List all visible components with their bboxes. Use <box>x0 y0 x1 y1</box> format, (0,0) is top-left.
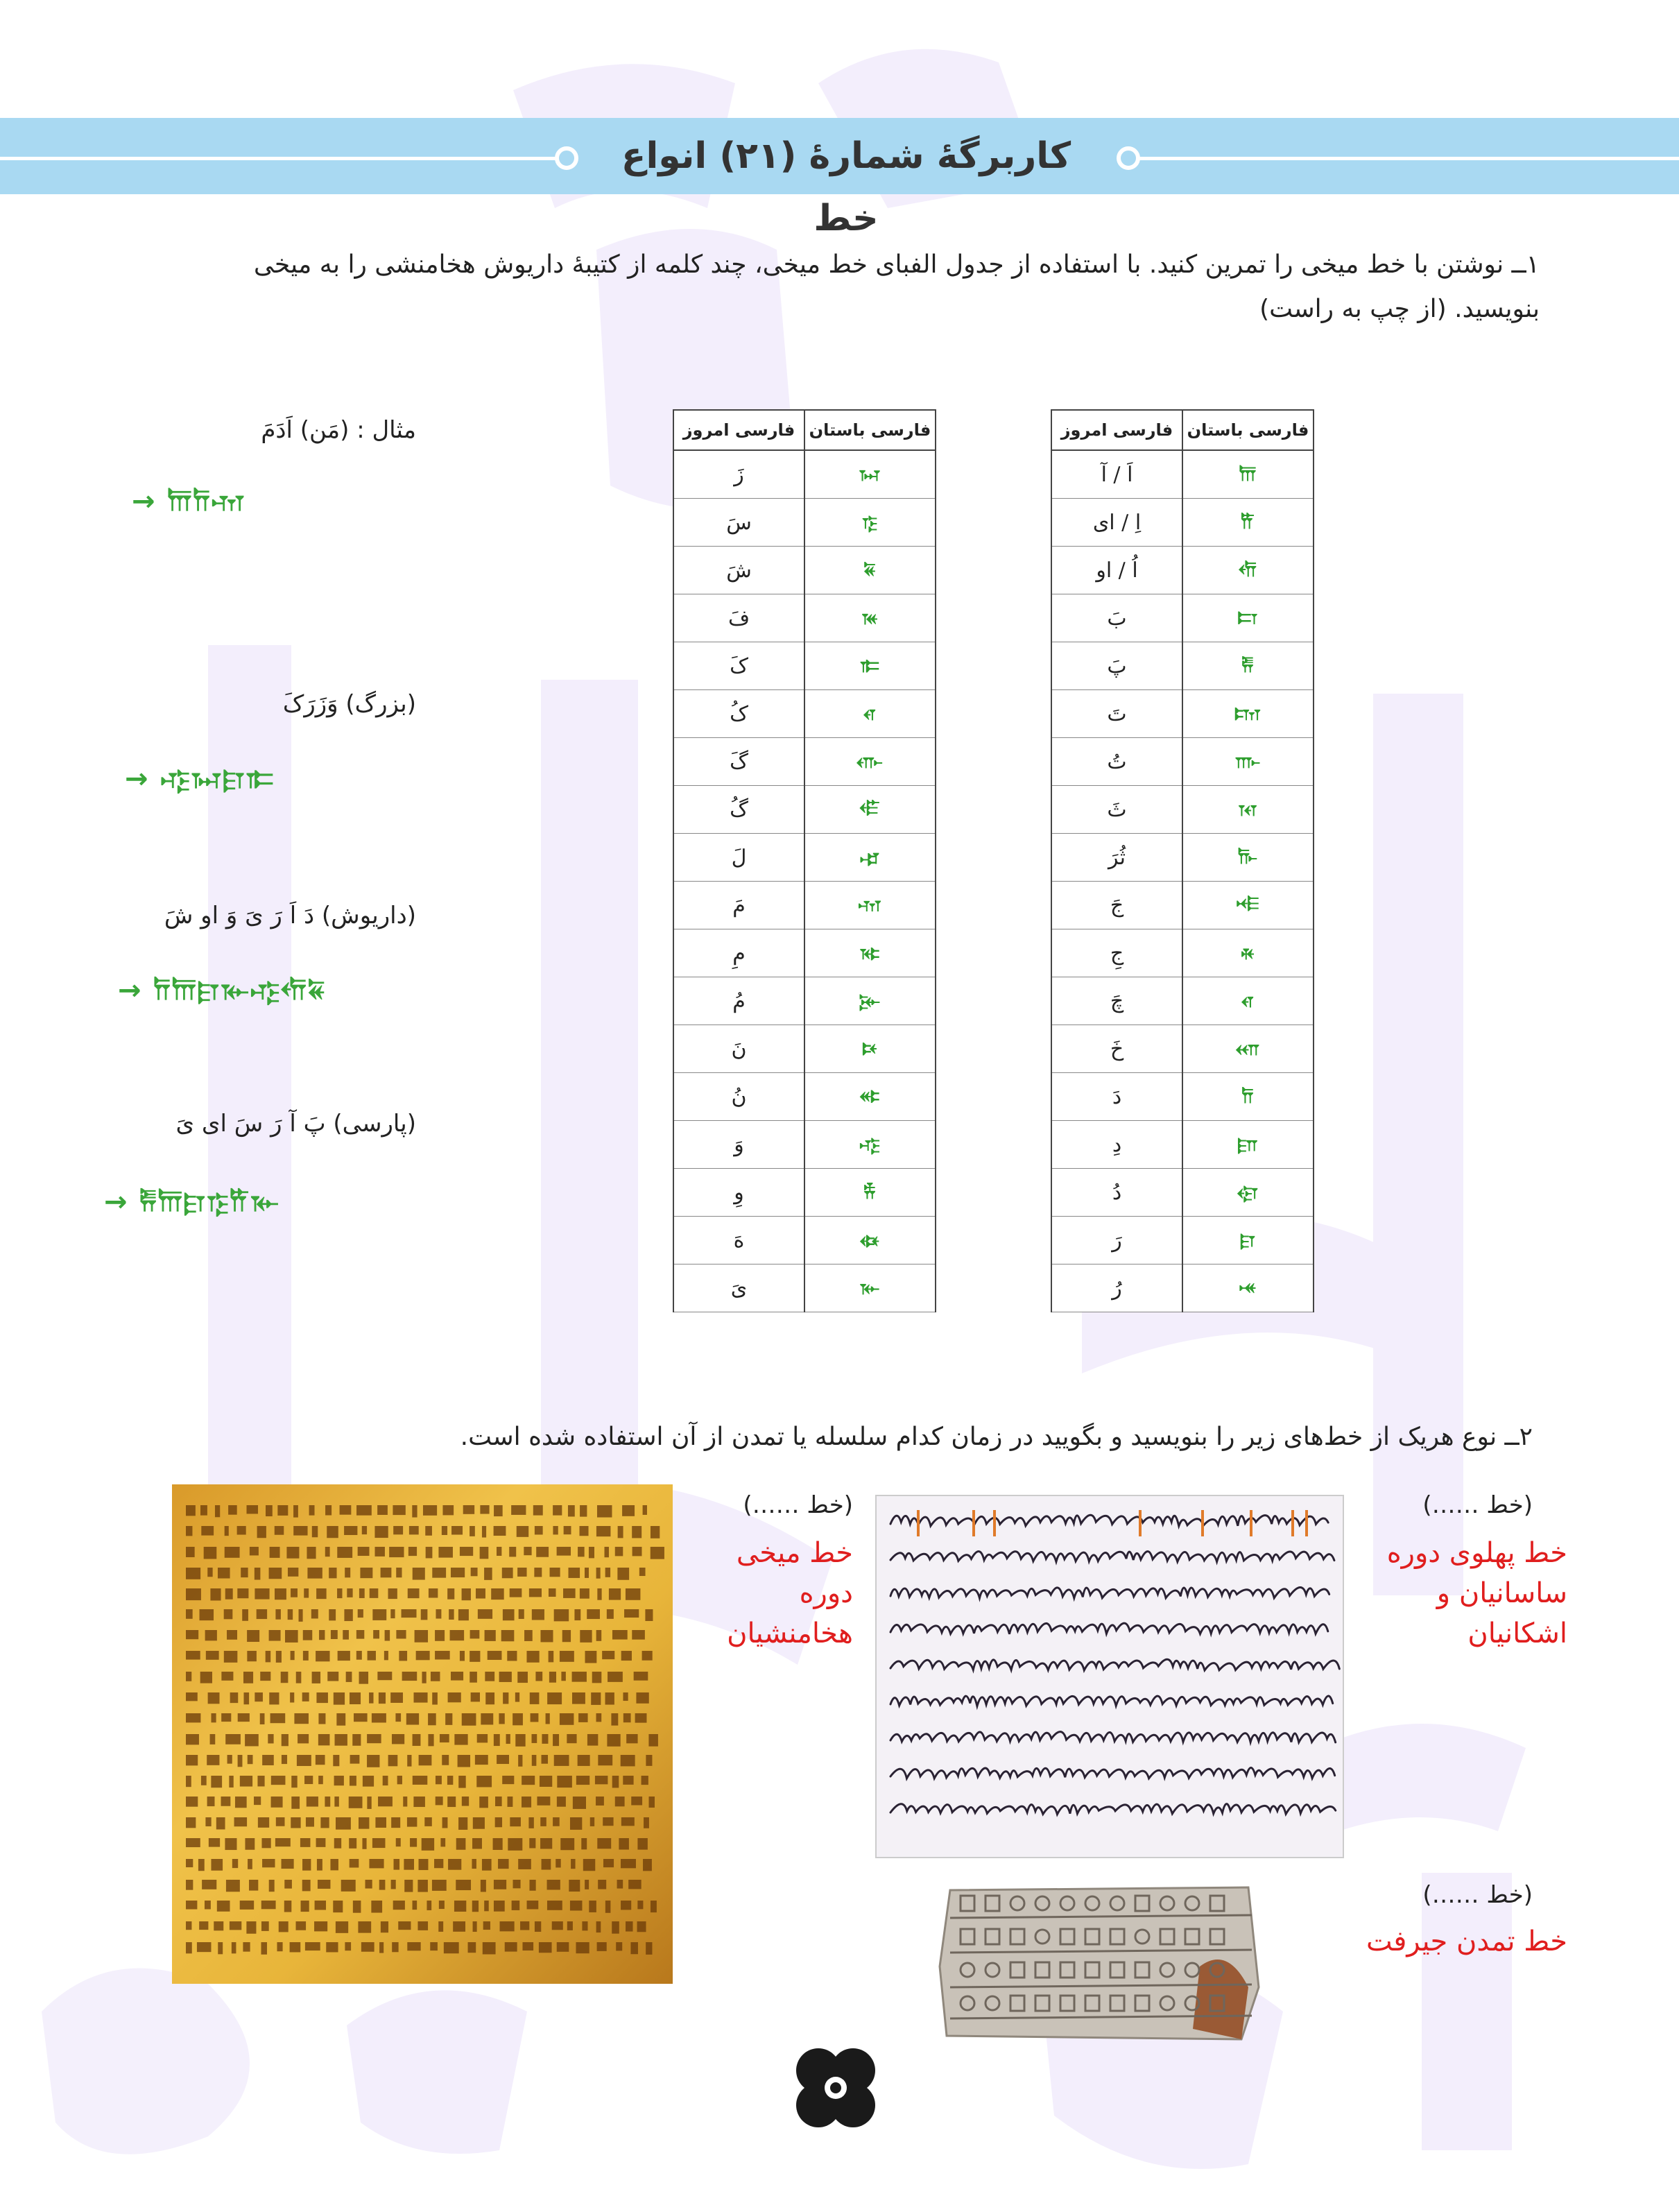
cuneiform-tablet-image <box>172 1484 673 1984</box>
modern-persian-letter: چَ <box>1051 977 1182 1025</box>
cuneiform-tablet-marks <box>172 1484 673 1984</box>
example-cuneiform-2: → 𐎺𐏀𐎼𐎣 <box>125 763 275 795</box>
alphabet-row <box>673 642 936 690</box>
modern-persian-letter: رَ <box>1051 1217 1182 1264</box>
question-1-line-1: ۱ــ نوشتن با خط میخی را تمرین کنید. با استفاده از جدول الفبای خط میخی، چند کلمه از کتیبهٔ داریوش هخامنشی را به میخی <box>253 250 1540 279</box>
modern-persian-letter: وَ <box>673 1121 804 1169</box>
answer-line: هخامنشیان <box>727 1618 853 1649</box>
example-cuneiform-1: → 𐎠𐎭𐎶 <box>132 486 246 517</box>
alphabet-row <box>1051 499 1314 547</box>
modern-persian-letter: جِ <box>1051 929 1182 977</box>
old-persian-glyph: 𐎦 <box>804 786 936 834</box>
old-persian-glyph: 𐎯 <box>1182 1169 1314 1217</box>
jiroft-tablet-drawing <box>936 1883 1262 2043</box>
modern-persian-letter: گُ <box>673 786 804 834</box>
example-label-1: مثال : (مَن) اَدَمَ <box>261 416 416 444</box>
modern-persian-letter: جَ <box>1051 882 1182 929</box>
alphabet-row <box>1051 1264 1314 1312</box>
alphabet-row <box>673 594 936 642</box>
modern-persian-letter: مِ <box>673 929 804 977</box>
alphabet-row <box>673 1025 936 1073</box>
header-modern-persian: فارسی امروز <box>1051 410 1182 450</box>
old-persian-glyph: 𐎣 <box>804 642 936 690</box>
modern-persian-letter: گَ <box>673 738 804 786</box>
alphabet-row <box>673 1169 936 1217</box>
alphabet-row <box>1051 1073 1314 1121</box>
question-1-text <box>139 243 1540 332</box>
old-persian-glyph: 𐎲 <box>1182 594 1314 642</box>
script-answer-1 <box>687 1533 853 1654</box>
example-label-4: (پارسی) پَ آ رَ سَ ای یَ <box>175 1110 416 1138</box>
old-persian-glyph: 𐎤 <box>804 690 936 738</box>
modern-persian-letter: شَ <box>673 547 804 594</box>
old-persian-glyph: 𐏁 <box>804 547 936 594</box>
old-persian-glyph: 𐎶 <box>804 882 936 929</box>
old-persian-glyph: 𐎱 <box>1182 642 1314 690</box>
modern-persian-letter: لَ <box>673 834 804 882</box>
alphabet-row <box>673 738 936 786</box>
alphabet-row <box>1051 738 1314 786</box>
old-persian-glyph: 𐎢 <box>1182 547 1314 594</box>
alphabet-table-left <box>673 409 936 1312</box>
alphabet-row <box>1051 450 1314 499</box>
alphabet-row <box>1051 1121 1314 1169</box>
modern-persian-letter: مَ <box>673 882 804 929</box>
alphabet-row <box>1051 1217 1314 1264</box>
pahlavi-script-marks <box>877 1496 1343 1857</box>
old-persian-glyph: 𐎠 <box>1182 450 1314 499</box>
old-persian-glyph: 𐎹 <box>804 1264 936 1312</box>
old-persian-glyph: 𐎼 <box>1182 1217 1314 1264</box>
alphabet-row <box>673 450 936 499</box>
alphabet-table-right <box>1051 409 1314 1312</box>
alphabet-row <box>1051 642 1314 690</box>
alphabet-row <box>673 499 936 547</box>
old-persian-glyph: 𐎰 <box>1182 786 1314 834</box>
script-answer-3 <box>1304 1921 1567 1962</box>
modern-persian-letter: ثُرَ <box>1051 834 1182 882</box>
old-persian-glyph: 𐎷 <box>804 929 936 977</box>
answer-line: دوره <box>799 1577 853 1609</box>
alphabet-row <box>673 834 936 882</box>
modern-persian-letter: دِ <box>1051 1121 1182 1169</box>
modern-persian-letter: اَ / آ <box>1051 450 1182 499</box>
example-label-2: (بزرگ) وَزَرَکَ <box>282 690 416 718</box>
modern-persian-letter: فَ <box>673 594 804 642</box>
alphabet-row <box>1051 690 1314 738</box>
old-persian-glyph: 𐎻 <box>804 1169 936 1217</box>
old-persian-glyph: 𐏀 <box>804 450 936 499</box>
question-2-text: ۲ــ نوع هریک از خط‌های زیر را بنویسید و بگویید در زمان کدام سلسله یا تمدن از آن استفاده شده است. <box>460 1423 1533 1451</box>
modern-persian-letter: سَ <box>673 499 804 547</box>
alphabet-row <box>673 1073 936 1121</box>
old-persian-glyph: 𐎿 <box>804 499 936 547</box>
old-persian-glyph: 𐎫 <box>1182 690 1314 738</box>
old-persian-glyph: 𐎾 <box>804 834 936 882</box>
answer-line: خط تمدن جیرفت <box>1366 1926 1567 1957</box>
old-persian-glyph: 𐎧 <box>1182 1025 1314 1073</box>
modern-persian-letter: کَ <box>673 642 804 690</box>
alphabet-row <box>673 929 936 977</box>
alphabet-row <box>673 547 936 594</box>
alphabet-row <box>673 786 936 834</box>
worksheet-title: کاربرگهٔ شمارهٔ (۲۱) انواع خط <box>621 135 1071 239</box>
jiroft-tablet-image <box>936 1883 1262 2043</box>
alphabet-row <box>1051 1169 1314 1217</box>
old-persian-glyph: 𐎬 <box>1182 738 1314 786</box>
alphabet-row <box>1051 977 1314 1025</box>
old-persian-glyph: 𐎡 <box>1182 499 1314 547</box>
alphabet-row <box>1051 786 1314 834</box>
old-persian-glyph: 𐎥 <box>804 738 936 786</box>
alphabet-row <box>1051 929 1314 977</box>
modern-persian-letter: خَ <box>1051 1025 1182 1073</box>
script-label-1: (خط ……) <box>743 1491 853 1519</box>
modern-persian-letter: تَ <box>1051 690 1182 738</box>
header-old-persian: فارسی باستان <box>1182 410 1314 450</box>
old-persian-glyph: 𐎩 <box>1182 929 1314 977</box>
old-persian-glyph: 𐎺 <box>804 1121 936 1169</box>
script-label-2: (خط ……) <box>1422 1491 1533 1519</box>
modern-persian-letter: یَ <box>673 1264 804 1312</box>
modern-persian-letter: نَ <box>673 1025 804 1073</box>
old-persian-glyph: 𐎳 <box>804 594 936 642</box>
old-persian-glyph: 𐎭 <box>1182 1073 1314 1121</box>
alphabet-row <box>1051 882 1314 929</box>
alphabet-row <box>673 690 936 738</box>
modern-persian-letter: ثَ <box>1051 786 1182 834</box>
old-persian-glyph: 𐎽 <box>1182 1264 1314 1312</box>
modern-persian-letter: مُ <box>673 977 804 1025</box>
example-label-3: (داریوش) دَ اَ رَ یَ وَ او شَ <box>164 902 416 929</box>
page-number-flower-icon <box>791 2043 881 2133</box>
alphabet-row <box>1051 594 1314 642</box>
header-old-persian: فارسی باستان <box>804 410 936 450</box>
modern-persian-letter: پَ <box>1051 642 1182 690</box>
old-persian-glyph: 𐎴 <box>804 1025 936 1073</box>
old-persian-glyph: 𐏃 <box>804 1217 936 1264</box>
band-dot-left <box>555 146 578 170</box>
alphabet-row <box>1051 547 1314 594</box>
answer-line: ساسانیان و <box>1436 1577 1567 1609</box>
old-persian-glyph: 𐎤 <box>1182 977 1314 1025</box>
modern-persian-letter: دُ <box>1051 1169 1182 1217</box>
modern-persian-letter: اِ / ای <box>1051 499 1182 547</box>
old-persian-glyph: 𐎵 <box>804 1073 936 1121</box>
alphabet-row <box>673 977 936 1025</box>
band-line-right <box>1137 157 1679 160</box>
modern-persian-letter: وِ <box>673 1169 804 1217</box>
alphabet-row <box>673 882 936 929</box>
alphabet-row <box>673 1264 936 1312</box>
answer-line: خط میخی <box>736 1537 853 1569</box>
example-cuneiform-4: → 𐎱𐎠𐎼𐎿𐎡𐎹 <box>104 1186 280 1218</box>
alphabet-row <box>1051 834 1314 882</box>
modern-persian-letter: کُ <box>673 690 804 738</box>
script-answer-2 <box>1332 1533 1567 1654</box>
modern-persian-letter: رُ <box>1051 1264 1182 1312</box>
band-line-left <box>0 157 565 160</box>
alphabet-row <box>673 1217 936 1264</box>
band-dot-right <box>1117 146 1140 170</box>
old-persian-glyph: 𐎪 <box>1182 882 1314 929</box>
modern-persian-letter: نُ <box>673 1073 804 1121</box>
question-1-line-2: بنویسید. (از چپ به راست) <box>1259 295 1540 323</box>
alphabet-row <box>1051 1025 1314 1073</box>
pahlavi-manuscript-image <box>875 1495 1344 1858</box>
old-persian-glyph: 𐎨 <box>1182 834 1314 882</box>
old-persian-glyph: 𐎸 <box>804 977 936 1025</box>
modern-persian-letter: اُ / او <box>1051 547 1182 594</box>
script-label-3: (خط ……) <box>1422 1881 1533 1909</box>
header-modern-persian: فارسی امروز <box>673 410 804 450</box>
example-cuneiform-3: → 𐎭𐎠𐎼𐎹𐎺𐎢𐏁 <box>118 975 327 1006</box>
modern-persian-letter: دَ <box>1051 1073 1182 1121</box>
modern-persian-letter: بَ <box>1051 594 1182 642</box>
modern-persian-letter: هَ <box>673 1217 804 1264</box>
old-persian-glyph: 𐎮 <box>1182 1121 1314 1169</box>
alphabet-row <box>673 1121 936 1169</box>
modern-persian-letter: زَ <box>673 450 804 499</box>
answer-line: خط پهلوی دوره <box>1386 1537 1567 1569</box>
answer-line: اشکانیان <box>1467 1618 1567 1649</box>
modern-persian-letter: تُ <box>1051 738 1182 786</box>
